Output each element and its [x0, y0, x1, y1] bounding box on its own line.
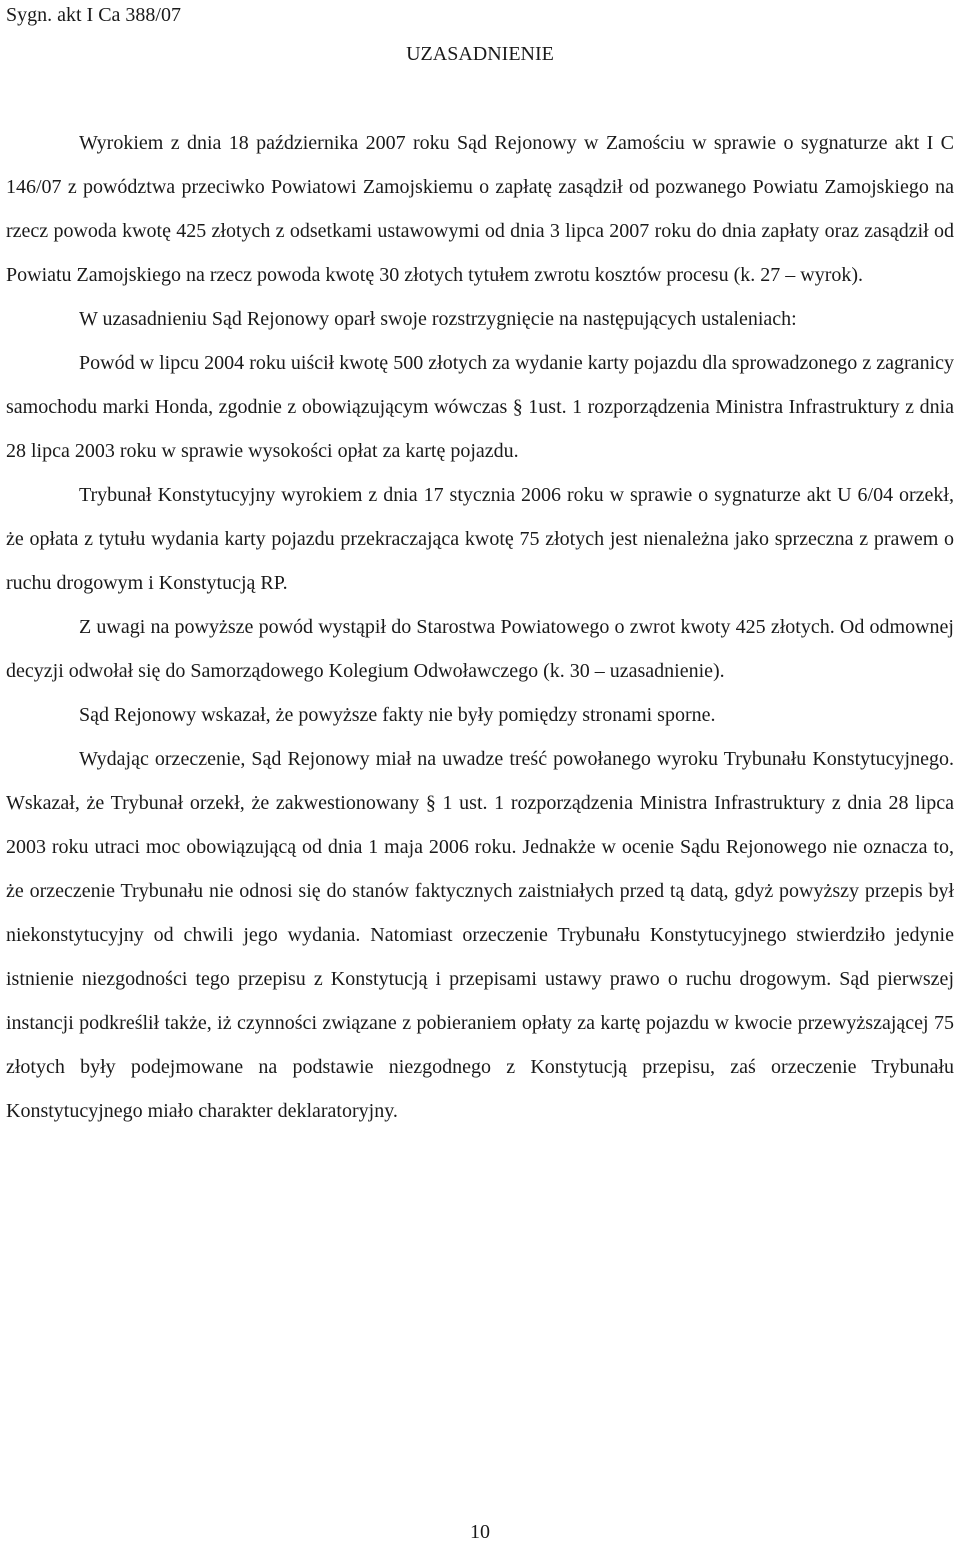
paragraph-court-reasoning: Wydając orzeczenie, Sąd Rejonowy miał na uwadze treść powołanego wyroku Trybunału Konstytucyjnego. Wskazał, że Trybunał orzekł, że zakwestionowany § 1 ust. 1 rozporządzenia Ministra Infrastruktury z dnia 28 lipca 2003 roku utraci moc obowiązującą od dnia 1 maja 2006 roku. Jednakże w ocenie Sądu Rejonowego nie oznacza to, że orzeczenie Trybunału nie odnosi się do stanów faktycznych zaistniałych przed tą datą, gdyż powyższy przepis był niekonstytucyjny od chwili jego wydania. Natomiast orzeczenie Trybunału Konstytucyjnego stwierdziło jedynie istnienie niezgodności tego przepisu z Konstytucją i przepisami ustawy prawo o ruchu drogowym. Sąd pierwszej instancji podkreślił także, iż czynności związane z pobieraniem opłaty za kartę pojazdu w kwocie przewyższającej 75 złotych były podejmowane na podstawie niezgodnego z Konstytucją przepisu, zaś orzeczenie Trybunału Konstytucyjnego miało charakter deklaratoryjny. [6, 748, 954, 1122]
paragraph-grounds-intro: W uzasadnieniu Sąd Rejonowy oparł swoje rozstrzygnięcie na następujących ustaleniach: [79, 308, 797, 330]
paragraph-undisputed-facts: Sąd Rejonowy wskazał, że powyższe fakty nie były pomiędzy stronami sporne. [79, 704, 716, 726]
page-number: 10 [470, 1521, 490, 1543]
document-body [6, 121, 954, 1133]
paragraph-fee-payment: Powód w lipcu 2004 roku uiścił kwotę 500 złotych za wydanie karty pojazdu dla sprowadzonego z zagranicy samochodu marki Honda, zgodnie z obowiązującym wówczas § 1ust. 1 rozporządzenia Ministra Infrastruktury z dnia 28 lipca 2003 roku w sprawie wysokości opłat za kartę pojazdu. [6, 352, 954, 462]
paragraph-tribunal-ruling: Trybunał Konstytucyjny wyrokiem z dnia 17 stycznia 2006 roku w sprawie o sygnaturze akt U 6/04 orzekł, że opłata z tytułu wydania karty pojazdu przekraczająca kwotę 75 złotych jest nienależna jako sprzeczna z prawem o ruchu drogowym i Konstytucją RP. [6, 484, 954, 594]
paragraph-refund-request: Z uwagi na powyższe powód wystąpił do Starostwa Powiatowego o zwrot kwoty 425 złotych. Od odmownej decyzji odwołał się do Samorządowego Kolegium Odwoławczego (k. 30 – uzasadnienie). [6, 616, 954, 682]
document-title: UZASADNIENIE [406, 43, 554, 65]
paragraph-judgment: Wyrokiem z dnia 18 października 2007 roku Sąd Rejonowy w Zamościu w sprawie o sygnaturze akt I C 146/07 z powództwa przeciwko Powiatowi Zamojskiemu o zapłatę zasądził od pozwanego Powiatu Zamojskiego na rzecz powoda kwotę 425 złotych z odsetkami ustawowymi od dnia 3 lipca 2007 roku do dnia zapłaty oraz zasądził od Powiatu Zamojskiego na rzecz powoda kwotę 30 złotych tytułem zwrotu kosztów procesu (k. 27 – wyrok). [6, 132, 954, 286]
case-signature: Sygn. akt I Ca 388/07 [6, 4, 181, 26]
